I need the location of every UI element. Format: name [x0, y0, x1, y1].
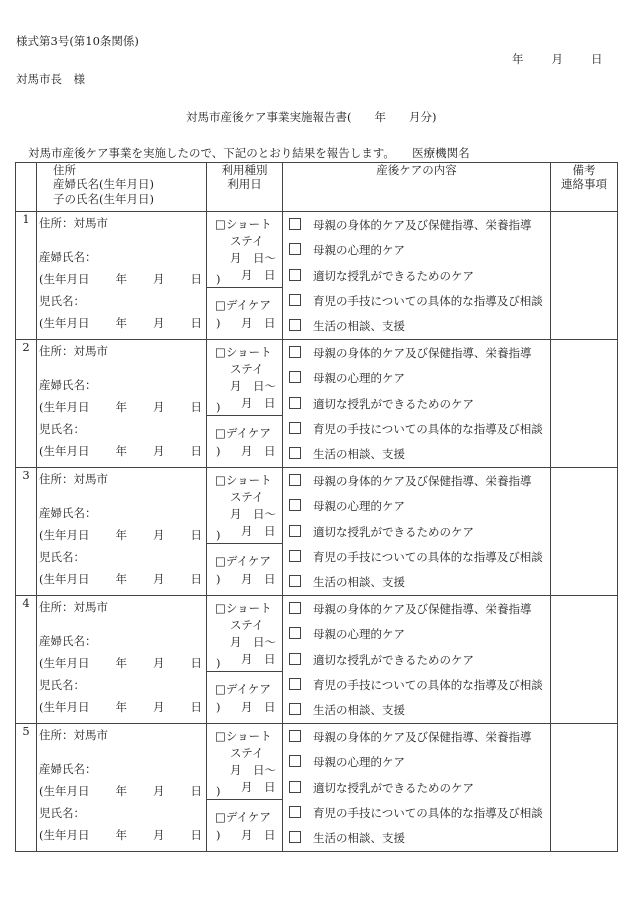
table-row	[16, 340, 618, 468]
day-care-label: □デイケア	[215, 810, 271, 824]
day-care-date: 月 日	[241, 316, 276, 330]
mother-name-label: 産婦氏名：	[39, 250, 97, 264]
mother-birthdate: (生年月日 年 月 日 )	[39, 784, 221, 798]
checkbox-icon[interactable]	[289, 269, 301, 281]
checkbox-icon[interactable]	[289, 422, 301, 434]
checkbox-icon[interactable]	[289, 602, 301, 614]
table-row	[16, 724, 618, 852]
short-stay-label-2: ステイ	[230, 490, 264, 504]
row-number: 3	[16, 468, 37, 596]
short-stay-label: □ショート	[215, 217, 272, 231]
header-usage	[207, 163, 283, 212]
care-content-cell	[283, 340, 551, 468]
care-item[interactable]: 母親の心理的ケア	[289, 627, 405, 641]
checkbox-icon[interactable]	[289, 627, 301, 639]
mother-birthdate: (生年月日 年 月 日 )	[39, 400, 221, 414]
care-item[interactable]: 生活の相談、支援	[289, 703, 405, 717]
usage-cell	[207, 340, 283, 468]
date-year: 年	[512, 52, 524, 66]
table-row	[16, 468, 618, 596]
care-item[interactable]: 適切な授乳ができるためのケア	[289, 781, 474, 795]
short-stay-start-date: 月 日～	[230, 507, 276, 521]
care-item[interactable]: 適切な授乳ができるためのケア	[289, 269, 474, 283]
mother-name-label: 産婦氏名：	[39, 506, 97, 520]
header-usage-type: 利用種別	[221, 163, 268, 177]
header-child-name: 子の氏名(生年月日)	[53, 191, 154, 206]
header-address: 住所	[53, 163, 76, 177]
notes-cell[interactable]	[551, 596, 618, 724]
care-content-cell	[283, 724, 551, 852]
header-mother-info	[37, 163, 207, 212]
address-label: 住所：対馬市	[39, 600, 108, 614]
care-item[interactable]: 適切な授乳ができるためのケア	[289, 525, 474, 539]
header-care-content: 産後ケアの内容	[283, 163, 551, 212]
checkbox-icon[interactable]	[289, 525, 301, 537]
care-item[interactable]: 母親の身体的ケア及び保健指導、栄養指導	[289, 602, 532, 616]
report-table	[15, 162, 618, 852]
form-number: 様式第3号(第10条関係)	[16, 34, 139, 48]
mother-info-cell[interactable]	[37, 212, 221, 340]
address-label: 住所：対馬市	[39, 728, 108, 742]
header-notes-contact: 連絡事項	[561, 177, 607, 192]
checkbox-icon[interactable]	[289, 781, 301, 793]
mother-info-cell[interactable]	[37, 468, 221, 596]
care-item[interactable]: 育児の手技についての具体的な指導及び相談	[289, 294, 543, 308]
care-item[interactable]: 母親の身体的ケア及び保健指導、栄養指導	[289, 218, 532, 232]
short-stay-end-date: 月 日	[241, 524, 276, 538]
header-number	[16, 163, 37, 212]
short-stay-label: □ショート	[215, 473, 272, 487]
short-stay-start-date: 月 日～	[230, 763, 276, 777]
checkbox-icon[interactable]	[289, 243, 301, 255]
checkbox-icon[interactable]	[289, 294, 301, 306]
table-row	[16, 596, 618, 724]
care-content-cell	[283, 212, 551, 340]
day-care-label: □デイケア	[215, 682, 271, 696]
day-care-date: 月 日	[241, 828, 276, 842]
care-item[interactable]: 母親の心理的ケア	[289, 243, 405, 257]
care-item[interactable]: 育児の手技についての具体的な指導及び相談	[289, 550, 543, 564]
child-name-label: 児氏名：	[39, 422, 85, 436]
child-birthdate: (生年月日 年 月 日 )	[39, 828, 221, 842]
header-notes-remarks: 備考	[572, 163, 596, 177]
usage-cell	[207, 724, 283, 852]
care-item[interactable]: 母親の身体的ケア及び保健指導、栄養指導	[289, 346, 532, 360]
mother-birthdate: (生年月日 年 月 日 )	[39, 272, 221, 286]
intro-text: 対馬市産後ケア事業を実施したので、下記のとおり結果を報告します。 医療機関名	[28, 146, 470, 160]
day-care-date: 月 日	[241, 572, 276, 586]
document-title: 対馬市産後ケア事業実施報告書( 年 月分)	[186, 110, 437, 124]
checkbox-icon[interactable]	[289, 397, 301, 409]
short-stay-option[interactable]	[207, 724, 282, 800]
care-item[interactable]: 母親の心理的ケア	[289, 499, 405, 513]
mother-name-label: 産婦氏名：	[39, 634, 97, 648]
short-stay-end-date: 月 日	[241, 652, 276, 666]
child-birthdate: (生年月日 年 月 日 )	[39, 700, 221, 714]
short-stay-label-2: ステイ	[230, 362, 264, 376]
child-birthdate: (生年月日 年 月 日 )	[39, 444, 221, 458]
short-stay-label-2: ステイ	[230, 234, 264, 248]
care-content-cell	[283, 596, 551, 724]
short-stay-label: □ショート	[215, 601, 272, 615]
child-name-label: 児氏名：	[39, 550, 85, 564]
header-notes	[551, 163, 618, 212]
date-month: 月	[551, 52, 563, 66]
care-item[interactable]: 育児の手技についての具体的な指導及び相談	[289, 806, 543, 820]
short-stay-label: □ショート	[215, 345, 272, 359]
day-care-label: □デイケア	[215, 298, 271, 312]
header-usage-date: 利用日	[227, 177, 262, 192]
care-item[interactable]: 適切な授乳ができるためのケア	[289, 397, 474, 411]
checkbox-icon[interactable]	[289, 678, 301, 690]
day-care-option[interactable]	[207, 672, 282, 723]
notes-cell[interactable]	[551, 212, 618, 340]
address-label: 住所：対馬市	[39, 216, 108, 230]
child-birthdate: (生年月日 年 月 日 )	[39, 572, 221, 586]
checkbox-icon[interactable]	[289, 346, 301, 358]
mother-name-label: 産婦氏名：	[39, 378, 97, 392]
care-item[interactable]: 生活の相談、支援	[289, 831, 405, 845]
checkbox-icon[interactable]	[289, 730, 301, 742]
child-name-label: 児氏名：	[39, 294, 85, 308]
usage-cell	[207, 468, 283, 596]
short-stay-end-date: 月 日	[241, 780, 276, 794]
checkbox-icon[interactable]	[289, 703, 301, 715]
mother-birthdate: (生年月日 年 月 日 )	[39, 656, 221, 670]
usage-cell	[207, 212, 283, 340]
child-name-label: 児氏名：	[39, 806, 85, 820]
checkbox-icon[interactable]	[289, 831, 301, 843]
care-item[interactable]: 生活の相談、支援	[289, 319, 405, 333]
care-item[interactable]: 育児の手技についての具体的な指導及び相談	[289, 678, 543, 692]
short-stay-option[interactable]	[207, 340, 282, 416]
short-stay-label: □ショート	[215, 729, 272, 743]
day-care-option[interactable]	[207, 800, 282, 851]
checkbox-icon[interactable]	[289, 575, 301, 587]
short-stay-option[interactable]	[207, 212, 282, 288]
day-care-option[interactable]	[207, 288, 282, 339]
checkbox-icon[interactable]	[289, 653, 301, 665]
short-stay-start-date: 月 日～	[230, 379, 276, 393]
row-number: 5	[16, 724, 37, 852]
care-item[interactable]: 母親の心理的ケア	[289, 755, 405, 769]
day-care-option[interactable]	[207, 544, 282, 595]
mother-name-label: 産婦氏名：	[39, 762, 97, 776]
checkbox-icon[interactable]	[289, 319, 301, 331]
header-mother-name: 産婦氏名(生年月日)	[53, 177, 154, 192]
care-item[interactable]: 適切な授乳ができるためのケア	[289, 653, 474, 667]
date-day: 日	[591, 52, 603, 66]
day-care-option[interactable]	[207, 416, 282, 467]
mother-info-cell[interactable]	[37, 724, 221, 852]
table-header-row	[16, 163, 618, 212]
notes-cell[interactable]	[551, 468, 618, 596]
day-care-date: 月 日	[241, 444, 276, 458]
day-care-label: □デイケア	[215, 554, 271, 568]
mother-info-cell[interactable]	[37, 596, 221, 724]
report-date	[512, 54, 603, 66]
short-stay-start-date: 月 日～	[230, 251, 276, 265]
short-stay-end-date: 月 日	[241, 396, 276, 410]
address-label: 住所：対馬市	[39, 472, 108, 486]
child-name-label: 児氏名：	[39, 678, 85, 692]
checkbox-icon[interactable]	[289, 474, 301, 486]
day-care-date: 月 日	[241, 700, 276, 714]
short-stay-option[interactable]	[207, 468, 282, 544]
checkbox-icon[interactable]	[289, 806, 301, 818]
checkbox-icon[interactable]	[289, 550, 301, 562]
care-item[interactable]: 母親の身体的ケア及び保健指導、栄養指導	[289, 730, 532, 744]
mother-info-cell[interactable]	[37, 340, 221, 468]
row-number: 1	[16, 212, 37, 340]
care-item[interactable]: 生活の相談、支援	[289, 575, 405, 589]
notes-cell[interactable]	[551, 724, 618, 852]
row-number: 4	[16, 596, 37, 724]
short-stay-label-2: ステイ	[230, 746, 264, 760]
addressee: 対馬市長 様	[16, 72, 85, 86]
day-care-label: □デイケア	[215, 426, 271, 440]
notes-cell[interactable]	[551, 340, 618, 468]
care-content-cell	[283, 468, 551, 596]
care-item[interactable]: 生活の相談、支援	[289, 447, 405, 461]
short-stay-end-date: 月 日	[241, 268, 276, 282]
care-item[interactable]: 育児の手技についての具体的な指導及び相談	[289, 422, 543, 436]
address-label: 住所：対馬市	[39, 344, 108, 358]
care-item[interactable]: 母親の身体的ケア及び保健指導、栄養指導	[289, 474, 532, 488]
short-stay-label-2: ステイ	[230, 618, 264, 632]
checkbox-icon[interactable]	[289, 755, 301, 767]
short-stay-option[interactable]	[207, 596, 282, 672]
child-birthdate: (生年月日 年 月 日 )	[39, 316, 221, 330]
checkbox-icon[interactable]	[289, 371, 301, 383]
short-stay-start-date: 月 日～	[230, 635, 276, 649]
care-item[interactable]: 母親の心理的ケア	[289, 371, 405, 385]
mother-birthdate: (生年月日 年 月 日 )	[39, 528, 221, 542]
table-row	[16, 212, 618, 340]
checkbox-icon[interactable]	[289, 499, 301, 511]
checkbox-icon[interactable]	[289, 447, 301, 459]
row-number: 2	[16, 340, 37, 468]
usage-cell	[207, 596, 283, 724]
checkbox-icon[interactable]	[289, 218, 301, 230]
